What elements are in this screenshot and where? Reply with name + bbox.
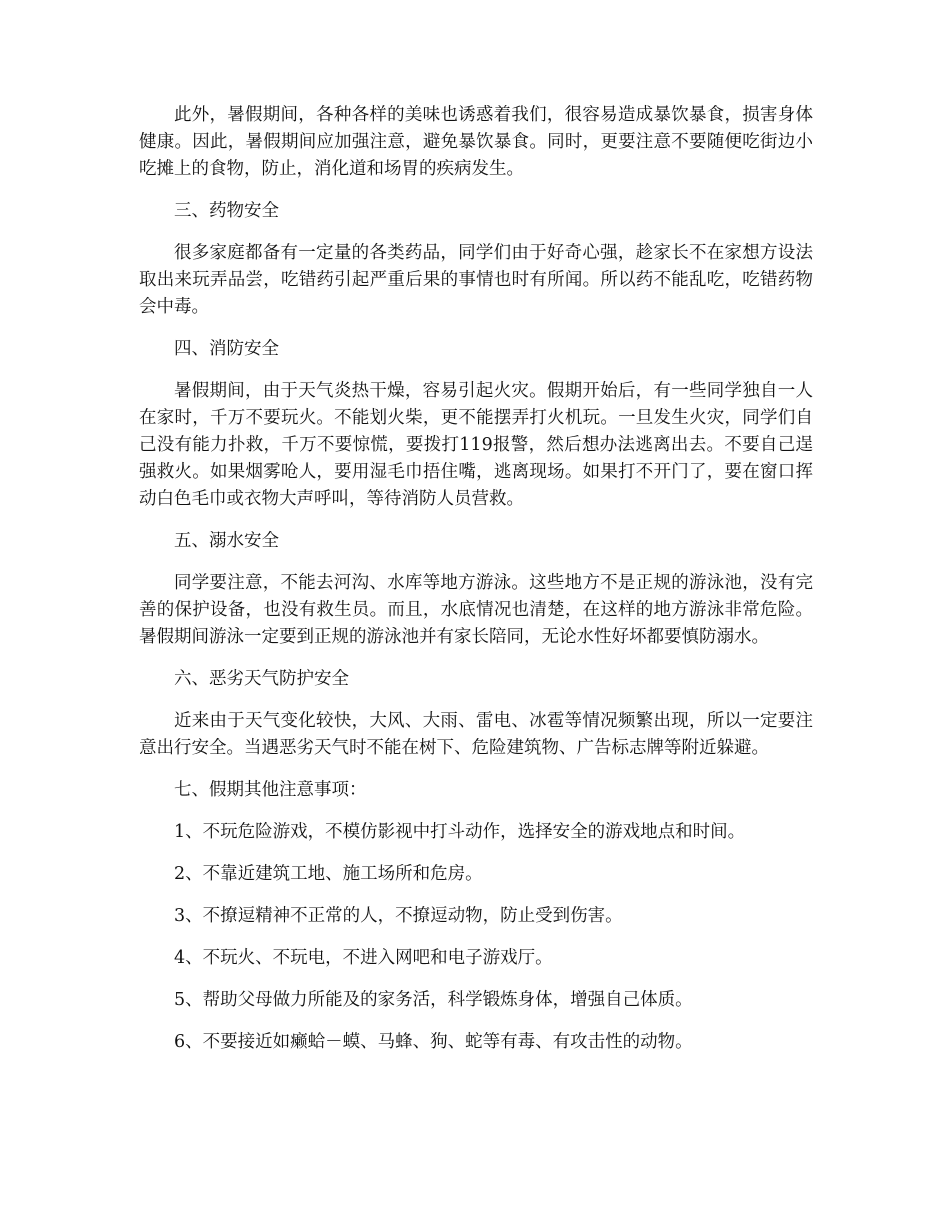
heading-medicine-safety: 三、药物安全 — [174, 201, 279, 221]
paragraph-drowning: 同学要注意，不能去河沟、水库等地方游泳。这些地方不是正规的游泳池，没有完善的保护设备，也没有救生员。而且，水底情况也清楚，在这样的地方游泳非常危险。暑假期间游泳一定要到正规的游泳池并有家长陪同，无论水性好坏都要慎防溺水。 — [139, 573, 813, 647]
list-item: 4、不玩火、不玩电，不进入网吧和电子游戏厅。 — [174, 948, 553, 968]
heading-drowning-safety: 五、溺水安全 — [174, 531, 279, 551]
paragraph-fire: 暑假期间，由于天气炎热干燥，容易引起火灾。假期开始后，有一些同学独自一人在家时，千万不要玩火。不能划火柴，更不能摆弄打火机玩。一旦发生火灾，同学们自己没有能力扑救，千万不要惊慌，要拨打119报警，然后想办法逃离出去。不要自己逞强救火。如果烟雾呛人，要用湿毛巾捂住嘴，逃离现场。如果打不开门了，要在窗口挥动白色毛巾或衣物大声呼叫，等待消防人员营救。 — [139, 381, 813, 509]
document-body — [139, 102, 813, 1071]
list-item: 2、不靠近建筑工地、施工场所和危房。 — [174, 864, 483, 884]
list-item: 3、不撩逗精神不正常的人，不撩逗动物，防止受到伤害。 — [174, 906, 623, 926]
paragraph-weather: 近来由于天气变化较快，大风、大雨、雷电、冰雹等情况频繁出现，所以一定要注意出行安全。当遇恶劣天气时不能在树下、危险建筑物、广告标志牌等附近躲避。 — [139, 711, 813, 758]
heading-other-notes: 七、假期其他注意事项： — [174, 780, 367, 800]
heading-weather-safety: 六、恶劣天气防护安全 — [174, 669, 349, 689]
paragraph-medicine: 很多家庭都备有一定量的各类药品，同学们由于好奇心强，趁家长不在家想方设法取出来玩弄品尝，吃错药引起严重后果的事情也时有所闻。所以药不能乱吃，吃错药物会中毒。 — [139, 243, 813, 317]
list-item: 6、不要接近如癞蛤－蟆、马蜂、狗、蛇等有毒、有攻击性的动物。 — [174, 1032, 693, 1052]
heading-fire-safety: 四、消防安全 — [174, 339, 279, 359]
paragraph-overeating: 此外，暑假期间，各种各样的美味也诱惑着我们，很容易造成暴饮暴食，损害身体健康。因此，暑假期间应加强注意，避免暴饮暴食。同时，更要注意不要随便吃街边小吃摊上的食物，防止，消化道和场胃的疾病发生。 — [139, 105, 813, 179]
list-item: 5、帮助父母做力所能及的家务活，科学锻炼身体，增强自己体质。 — [174, 990, 693, 1010]
list-item: 1、不玩危险游戏，不模仿影视中打斗动作，选择安全的游戏地点和时间。 — [174, 822, 746, 842]
